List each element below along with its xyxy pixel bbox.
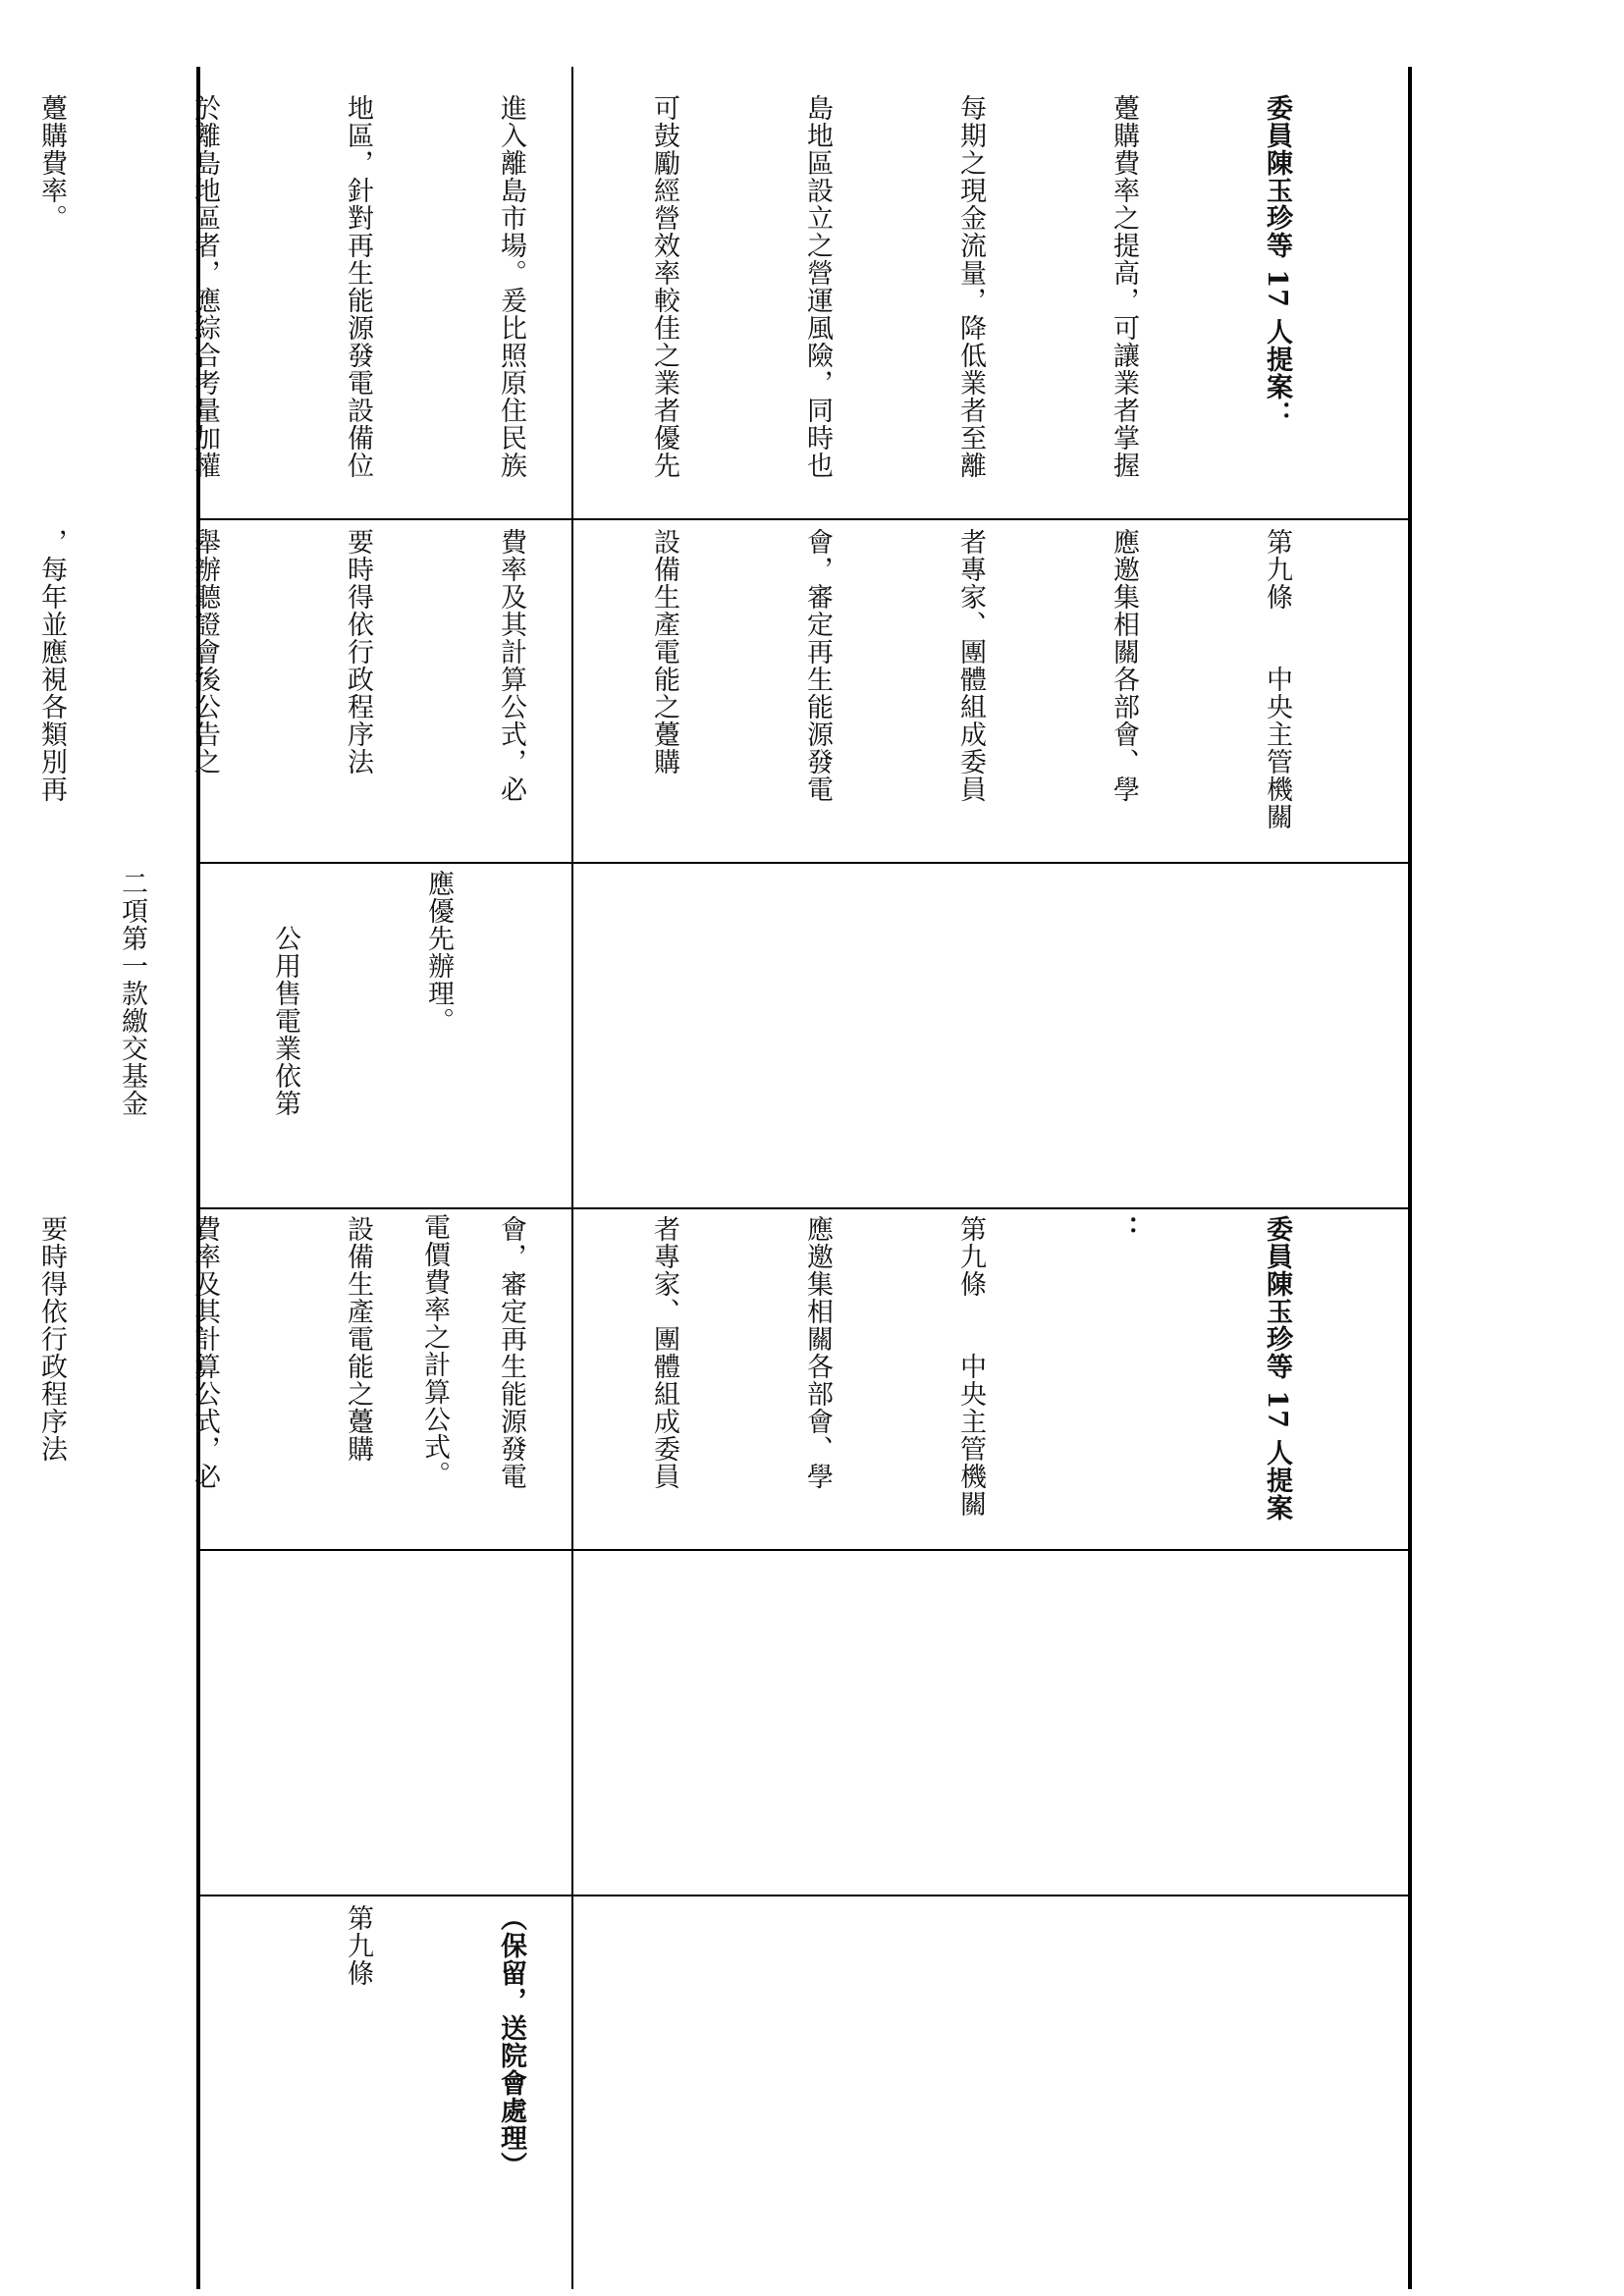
top-band-col-c-line-3: 二項第一款繳交基金 bbox=[117, 870, 147, 1117]
proposal-line-2: 應邀集相關各部會、學 bbox=[802, 1215, 833, 1490]
amended-line-5: 設備生產電能之躉購 bbox=[649, 528, 679, 775]
top-band-col-c-line-4 bbox=[0, 870, 4, 1203]
amended-line-7: 要時得依行政程序法 bbox=[343, 528, 373, 775]
amended-line-8: 舉辦聽證會後公告之 bbox=[189, 528, 220, 775]
proposal-line-5: 設備生產電能之躉購 bbox=[343, 1215, 373, 1463]
explanation-line-8: 躉購費率。 bbox=[36, 94, 67, 232]
proposal-line-4: 會，審定再生能源發電 bbox=[496, 1215, 526, 1490]
explanation-line-2: 每期之現金流量，降低業者至離 bbox=[955, 94, 986, 479]
amended-line-3: 者專家、團體組成委員 bbox=[955, 528, 986, 803]
bottom-band-column-d bbox=[36, 528, 1404, 858]
proposal-title bbox=[1251, 1215, 1302, 1545]
explanation-line-4: 可鼓勵經營效率較佳之業者優先 bbox=[649, 94, 679, 479]
column-separator-1 bbox=[196, 518, 1410, 520]
explanation-line-1: 躉購費率之提高，可讓業者掌握 bbox=[1109, 94, 1139, 479]
proposal-title-text: 委員陳玉珍等 17 人提案 bbox=[1262, 1215, 1292, 1522]
explanation-line-7: 於離島地區者，應綜合考量加權 bbox=[189, 94, 220, 479]
proposal-line-6: 費率及其計算公式，必 bbox=[189, 1215, 220, 1490]
amended-line-9: ，每年並應視各類別再 bbox=[36, 528, 67, 803]
top-band-col-b-line: 電價費率之計算公式。 bbox=[419, 1213, 450, 1488]
explanation-line-5: 進入離島市場。爰比照原住民族 bbox=[496, 94, 526, 479]
top-band-col-c-line-1: 應優先辦理。 bbox=[423, 870, 454, 1035]
column-separator-2 bbox=[196, 862, 1410, 864]
explanation-title: 委員陳玉珍等 17 人提案： bbox=[1262, 94, 1292, 429]
amended-line-6: 費率及其計算公式，必 bbox=[496, 528, 526, 803]
table-border-right bbox=[1408, 67, 1412, 2289]
bottom-band-column-e bbox=[36, 94, 1404, 514]
proposal-line-7: 要時得依行政程序法 bbox=[36, 1215, 67, 1463]
amended-line-1: 第九條 中央主管機關 bbox=[1262, 528, 1292, 830]
bottom-band-column-a bbox=[343, 1904, 638, 2283]
reserved-note: （保留，送院會處理） bbox=[496, 1904, 526, 2179]
top-band-column-c bbox=[117, 870, 566, 1203]
proposal-line-1: 第九條 中央主管機關 bbox=[955, 1215, 986, 1518]
explanation-line-3: 島地區設立之營運風險，同時也 bbox=[802, 94, 833, 479]
column-separator-4 bbox=[196, 1549, 1410, 1551]
amended-line-4: 會，審定再生能源發電 bbox=[802, 528, 833, 803]
column-separator-3 bbox=[196, 1207, 1410, 1209]
proposal-line-3: 者專家、團體組成委員 bbox=[649, 1215, 679, 1490]
article-label: 第九條 bbox=[343, 1904, 373, 1987]
proposal-title-colon: ： bbox=[1109, 1215, 1139, 1243]
top-band-col-c-line-2: 公用售電業依第 bbox=[270, 870, 300, 1117]
explanation-line-6: 地區，針對再生能源發電設備位 bbox=[343, 94, 373, 479]
amended-line-2: 應邀集相關各部會、學 bbox=[1109, 528, 1139, 803]
column-separator-5 bbox=[196, 1895, 1410, 1896]
